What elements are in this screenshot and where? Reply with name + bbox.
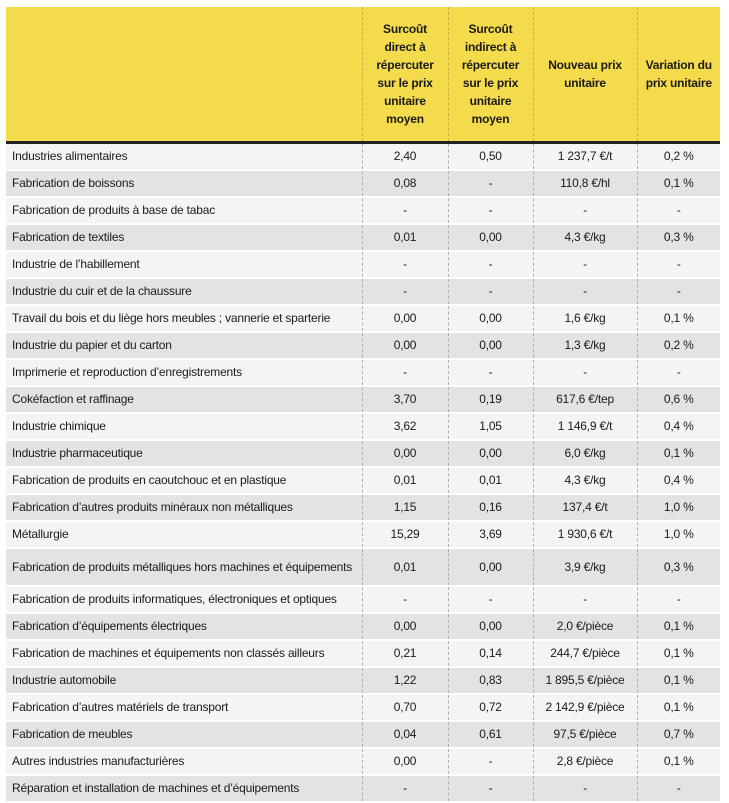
cost-table-container xyxy=(6,7,720,803)
table-row xyxy=(6,775,720,802)
price-variation-cell: 1,0 % xyxy=(637,494,720,521)
price-variation-cell: 0,1 % xyxy=(637,170,720,197)
sector-cell: Métallurgie xyxy=(6,521,362,548)
new-price-cell: - xyxy=(533,251,637,278)
new-price-cell: 1 146,9 €/t xyxy=(533,413,637,440)
price-variation-cell: - xyxy=(637,197,720,224)
table-row xyxy=(6,613,720,640)
direct-cost-cell: 0,01 xyxy=(362,224,448,251)
new-price-cell: 110,8 €/hl xyxy=(533,170,637,197)
table-row xyxy=(6,494,720,521)
sector-cell: Fabrication d’autres matériels de transport xyxy=(6,694,362,721)
direct-cost-cell: - xyxy=(362,197,448,224)
direct-cost-cell: 0,01 xyxy=(362,467,448,494)
direct-cost-cell: 1,22 xyxy=(362,667,448,694)
price-variation-cell: - xyxy=(637,251,720,278)
sector-cell: Fabrication de machines et équipements non classés ailleurs xyxy=(6,640,362,667)
table-row xyxy=(6,197,720,224)
sector-cell: Industrie de l’habillement xyxy=(6,251,362,278)
new-price-cell: - xyxy=(533,278,637,305)
sector-cell: Fabrication de produits informatiques, électroniques et optiques xyxy=(6,586,362,613)
direct-cost-cell: 0,04 xyxy=(362,721,448,748)
table-body xyxy=(6,143,720,803)
indirect-cost-cell: 0,00 xyxy=(448,440,533,467)
table-row xyxy=(6,440,720,467)
sector-cell: Industries alimentaires xyxy=(6,143,362,171)
price-variation-cell: - xyxy=(637,775,720,802)
direct-cost-cell: 0,00 xyxy=(362,305,448,332)
sector-cell: Fabrication de meubles xyxy=(6,721,362,748)
price-variation-cell: - xyxy=(637,586,720,613)
indirect-cost-cell: 1,05 xyxy=(448,413,533,440)
table-row xyxy=(6,748,720,775)
direct-cost-cell: - xyxy=(362,586,448,613)
table-header xyxy=(6,7,720,143)
indirect-cost-cell: 0,00 xyxy=(448,613,533,640)
direct-cost-cell: 0,21 xyxy=(362,640,448,667)
sector-cell: Industrie du papier et du carton xyxy=(6,332,362,359)
new-price-cell: 1 237,7 €/t xyxy=(533,143,637,171)
new-price-cell: - xyxy=(533,586,637,613)
header-direct-cost: Surcoût direct à répercuter sur le prix unitaire moyen xyxy=(362,7,448,143)
table-row xyxy=(6,278,720,305)
indirect-cost-cell: - xyxy=(448,170,533,197)
table-row xyxy=(6,694,720,721)
header-sector xyxy=(6,7,362,143)
price-variation-cell: 0,1 % xyxy=(637,440,720,467)
new-price-cell: 617,6 €/tep xyxy=(533,386,637,413)
price-variation-cell: - xyxy=(637,278,720,305)
indirect-cost-cell: - xyxy=(448,586,533,613)
sector-cell: Réparation et installation de machines et d’équipements xyxy=(6,775,362,802)
new-price-cell: 1 930,6 €/t xyxy=(533,521,637,548)
price-variation-cell: 0,4 % xyxy=(637,467,720,494)
price-variation-cell: 0,1 % xyxy=(637,667,720,694)
price-variation-cell: 0,3 % xyxy=(637,548,720,586)
table-row xyxy=(6,721,720,748)
price-variation-cell: 0,1 % xyxy=(637,748,720,775)
table-row xyxy=(6,586,720,613)
direct-cost-cell: - xyxy=(362,775,448,802)
new-price-cell: 1 895,5 €/pièce xyxy=(533,667,637,694)
table-row xyxy=(6,667,720,694)
price-variation-cell: 0,1 % xyxy=(637,694,720,721)
indirect-cost-cell: 0,00 xyxy=(448,332,533,359)
price-variation-cell: 0,1 % xyxy=(637,640,720,667)
table-row xyxy=(6,386,720,413)
sector-cell: Imprimerie et reproduction d’enregistrements xyxy=(6,359,362,386)
new-price-cell: - xyxy=(533,359,637,386)
table-row xyxy=(6,170,720,197)
direct-cost-cell: 0,01 xyxy=(362,548,448,586)
header-indirect-cost: Surcoût indirect à répercuter sur le prix unitaire moyen xyxy=(448,7,533,143)
direct-cost-cell: - xyxy=(362,359,448,386)
direct-cost-cell: 0,00 xyxy=(362,613,448,640)
direct-cost-cell: 0,08 xyxy=(362,170,448,197)
indirect-cost-cell: 0,72 xyxy=(448,694,533,721)
cost-table xyxy=(6,7,720,803)
indirect-cost-cell: - xyxy=(448,197,533,224)
sector-cell: Fabrication de produits métalliques hors machines et équipements xyxy=(6,548,362,586)
direct-cost-cell: - xyxy=(362,251,448,278)
new-price-cell: 4,3 €/kg xyxy=(533,224,637,251)
indirect-cost-cell: - xyxy=(448,748,533,775)
direct-cost-cell: 1,15 xyxy=(362,494,448,521)
sector-cell: Cokéfaction et raffinage xyxy=(6,386,362,413)
price-variation-cell: 0,6 % xyxy=(637,386,720,413)
direct-cost-cell: 3,70 xyxy=(362,386,448,413)
header-price-variation: Variation du prix unitaire xyxy=(637,7,720,143)
price-variation-cell: 1,0 % xyxy=(637,521,720,548)
price-variation-cell: 0,2 % xyxy=(637,143,720,171)
sector-cell: Fabrication de produits en caoutchouc et en plastique xyxy=(6,467,362,494)
price-variation-cell: 0,1 % xyxy=(637,305,720,332)
direct-cost-cell: - xyxy=(362,278,448,305)
table-row xyxy=(6,521,720,548)
price-variation-cell: 0,7 % xyxy=(637,721,720,748)
table-row xyxy=(6,143,720,171)
table-row xyxy=(6,467,720,494)
price-variation-cell: - xyxy=(637,359,720,386)
direct-cost-cell: 3,62 xyxy=(362,413,448,440)
direct-cost-cell: 0,70 xyxy=(362,694,448,721)
table-row xyxy=(6,305,720,332)
sector-cell: Industrie automobile xyxy=(6,667,362,694)
price-variation-cell: 0,2 % xyxy=(637,332,720,359)
new-price-cell: 1,6 €/kg xyxy=(533,305,637,332)
header-row xyxy=(6,7,720,143)
indirect-cost-cell: 0,00 xyxy=(448,224,533,251)
direct-cost-cell: 0,00 xyxy=(362,332,448,359)
indirect-cost-cell: 0,00 xyxy=(448,548,533,586)
indirect-cost-cell: 0,61 xyxy=(448,721,533,748)
new-price-cell: 244,7 €/pièce xyxy=(533,640,637,667)
indirect-cost-cell: - xyxy=(448,775,533,802)
table-row xyxy=(6,413,720,440)
sector-cell: Autres industries manufacturières xyxy=(6,748,362,775)
indirect-cost-cell: 3,69 xyxy=(448,521,533,548)
sector-cell: Industrie du cuir et de la chaussure xyxy=(6,278,362,305)
sector-cell: Fabrication d’équipements électriques xyxy=(6,613,362,640)
new-price-cell: - xyxy=(533,197,637,224)
new-price-cell: - xyxy=(533,775,637,802)
table-row xyxy=(6,548,720,586)
indirect-cost-cell: - xyxy=(448,251,533,278)
indirect-cost-cell: - xyxy=(448,278,533,305)
table-row xyxy=(6,251,720,278)
indirect-cost-cell: 0,00 xyxy=(448,305,533,332)
new-price-cell: 6,0 €/kg xyxy=(533,440,637,467)
new-price-cell: 97,5 €/pièce xyxy=(533,721,637,748)
indirect-cost-cell: 0,83 xyxy=(448,667,533,694)
sector-cell: Travail du bois et du liège hors meubles ; vannerie et sparterie xyxy=(6,305,362,332)
price-variation-cell: 0,3 % xyxy=(637,224,720,251)
indirect-cost-cell: 0,19 xyxy=(448,386,533,413)
sector-cell: Fabrication de boissons xyxy=(6,170,362,197)
indirect-cost-cell: 0,01 xyxy=(448,467,533,494)
direct-cost-cell: 0,00 xyxy=(362,748,448,775)
table-row xyxy=(6,640,720,667)
new-price-cell: 3,9 €/kg xyxy=(533,548,637,586)
new-price-cell: 2,0 €/pièce xyxy=(533,613,637,640)
table-row xyxy=(6,359,720,386)
indirect-cost-cell: 0,50 xyxy=(448,143,533,171)
table-row xyxy=(6,224,720,251)
new-price-cell: 2 142,9 €/pièce xyxy=(533,694,637,721)
direct-cost-cell: 2,40 xyxy=(362,143,448,171)
indirect-cost-cell: 0,14 xyxy=(448,640,533,667)
indirect-cost-cell: - xyxy=(448,359,533,386)
sector-cell: Industrie pharmaceutique xyxy=(6,440,362,467)
price-variation-cell: 0,4 % xyxy=(637,413,720,440)
indirect-cost-cell: 0,16 xyxy=(448,494,533,521)
price-variation-cell: 0,1 % xyxy=(637,613,720,640)
new-price-cell: 4,3 €/kg xyxy=(533,467,637,494)
sector-cell: Fabrication de textiles xyxy=(6,224,362,251)
table-row xyxy=(6,332,720,359)
new-price-cell: 1,3 €/kg xyxy=(533,332,637,359)
sector-cell: Fabrication d’autres produits minéraux non métalliques xyxy=(6,494,362,521)
sector-cell: Industrie chimique xyxy=(6,413,362,440)
direct-cost-cell: 15,29 xyxy=(362,521,448,548)
direct-cost-cell: 0,00 xyxy=(362,440,448,467)
sector-cell: Fabrication de produits à base de tabac xyxy=(6,197,362,224)
new-price-cell: 2,8 €/pièce xyxy=(533,748,637,775)
new-price-cell: 137,4 €/t xyxy=(533,494,637,521)
header-new-price: Nouveau prix unitaire xyxy=(533,7,637,143)
